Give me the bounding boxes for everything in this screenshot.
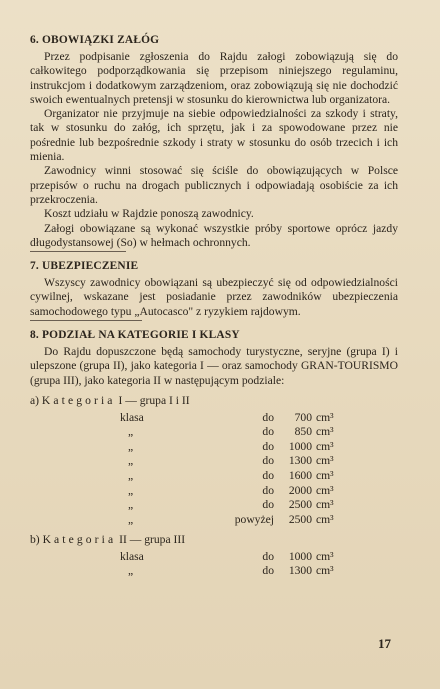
section-8-heading: 8. PODZIAŁ NA KATEGORIE I KLASY [30,329,240,342]
class-prefix: do [262,425,274,439]
category-a-line [30,394,398,409]
class-capacity: 1600 [288,468,312,482]
class-label: „ [128,564,134,578]
table-row [120,498,334,513]
class-unit: cm³ [316,410,334,424]
table-row [120,411,334,426]
section-7-paragraph: Wszyscy zawodnicy obowiązani są ubezpieczyć się od odpowiedzialności cywilnej, wskazane jest posiadanie przez zawodników ubezpieczenia samochodowego typu „Autocasco" z ryzykiem rajdowym. [30,276,398,318]
class-prefix: do [262,468,274,482]
category-a-name: Kategoria [41,393,116,407]
class-capacity: 1300 [288,454,312,468]
category-b-text: II — grupa III [119,533,186,547]
class-unit: cm³ [316,512,334,526]
section-6-heading: 6. OBOWIĄZKI ZAŁÓG [30,34,160,46]
table-row [120,513,334,528]
class-prefix: do [262,549,274,563]
section-6-paragraph-1: Przez podpisanie zgłoszenia do Rajdu załogi zobowiązują się do całkowitego podporządkowania się przepisom niniejszego regulaminu, instrukcjom i dodatkowym zarządzeniom, oraz zobowiązują się nie dochodzić swoich ewentualnych pretensji w stosunku do kierownictwa lub organizatora. [30,50,398,106]
table-row [120,454,334,469]
category-b-line [30,533,398,548]
class-label: „ [128,468,134,482]
table-row [120,425,334,440]
class-prefix: do [262,564,274,578]
class-prefix: do [262,483,274,497]
page-content [30,34,398,579]
class-label: „ [128,425,134,439]
class-unit: cm³ [316,564,334,578]
class-capacity: 2000 [288,483,312,497]
section-6-paragraph-2: Organizator nie przyjmuje na siebie odpowiedzialności za szkody i straty, tak w stosunku do załóg, ich sprzętu, jak i za spowodowane przez nie pośrednie lub bezpośrednie szkody i straty w stosunku do osób trzecich i ich mienia. [30,107,398,164]
category-a-class-table [120,411,334,528]
class-unit: cm³ [316,483,334,497]
class-capacity: 2500 [288,498,312,512]
class-prefix: powyżej [234,512,274,526]
class-capacity: 1000 [288,439,312,453]
class-prefix: do [262,454,274,468]
class-capacity: 850 [294,425,312,439]
class-capacity: 700 [294,410,312,424]
class-capacity: 1000 [288,549,312,563]
table-row [120,484,334,499]
class-label: klasa [120,549,144,563]
class-label: „ [128,512,134,526]
section-6-paragraph-5: Załogi obowiązane są wykonać wszystkie próby sportowe oprócz jazdy długodystansowej (So) w hełmach ochronnych. [30,221,398,249]
class-prefix: do [262,410,274,424]
class-label: „ [128,498,134,512]
category-b-class-table [120,550,334,579]
class-label: „ [128,454,134,468]
class-unit: cm³ [316,498,334,512]
category-a-prefix: a) [30,393,40,407]
table-row [120,564,334,579]
class-capacity: 1300 [288,564,312,578]
class-prefix: do [262,498,274,512]
section-7-heading: 7. UBEZPIECZENIE [30,260,139,273]
section-6-paragraph-3: Zawodnicy winni stosować się ściśle do obowiązujących w Polsce przepisów o ruchu na drogach publicznych i odpowiadają osobiście za ich przekroczenia. [30,164,398,206]
category-b-prefix: b) [30,533,40,547]
section-6-paragraph-4: Koszt udziału w Rajdzie ponoszą zawodnicy. [44,207,254,221]
class-unit: cm³ [316,549,334,563]
class-unit: cm³ [316,468,334,482]
table-row [120,469,334,484]
section-8-paragraph: Do Rajdu dopuszczone będą samochody turystyczne, seryjne (grupa I) i ulepszone (grupa II), jako kategoria I — oraz samochody GRAN-TOURISMO (grupa III), jako kategoria II w następującym podziale: [30,345,398,387]
class-unit: cm³ [316,454,334,468]
table-row [120,440,334,455]
class-unit: cm³ [316,425,334,439]
category-a-text: I — grupa I i II [118,393,190,407]
class-unit: cm³ [316,439,334,453]
class-capacity: 2500 [288,512,312,526]
class-label: klasa [120,410,144,424]
class-label: „ [128,483,134,497]
class-prefix: do [262,439,274,453]
table-row [120,550,334,565]
page-number: 17 [378,636,391,651]
category-b-name: Kategoria [42,533,117,547]
class-label: „ [128,439,134,453]
